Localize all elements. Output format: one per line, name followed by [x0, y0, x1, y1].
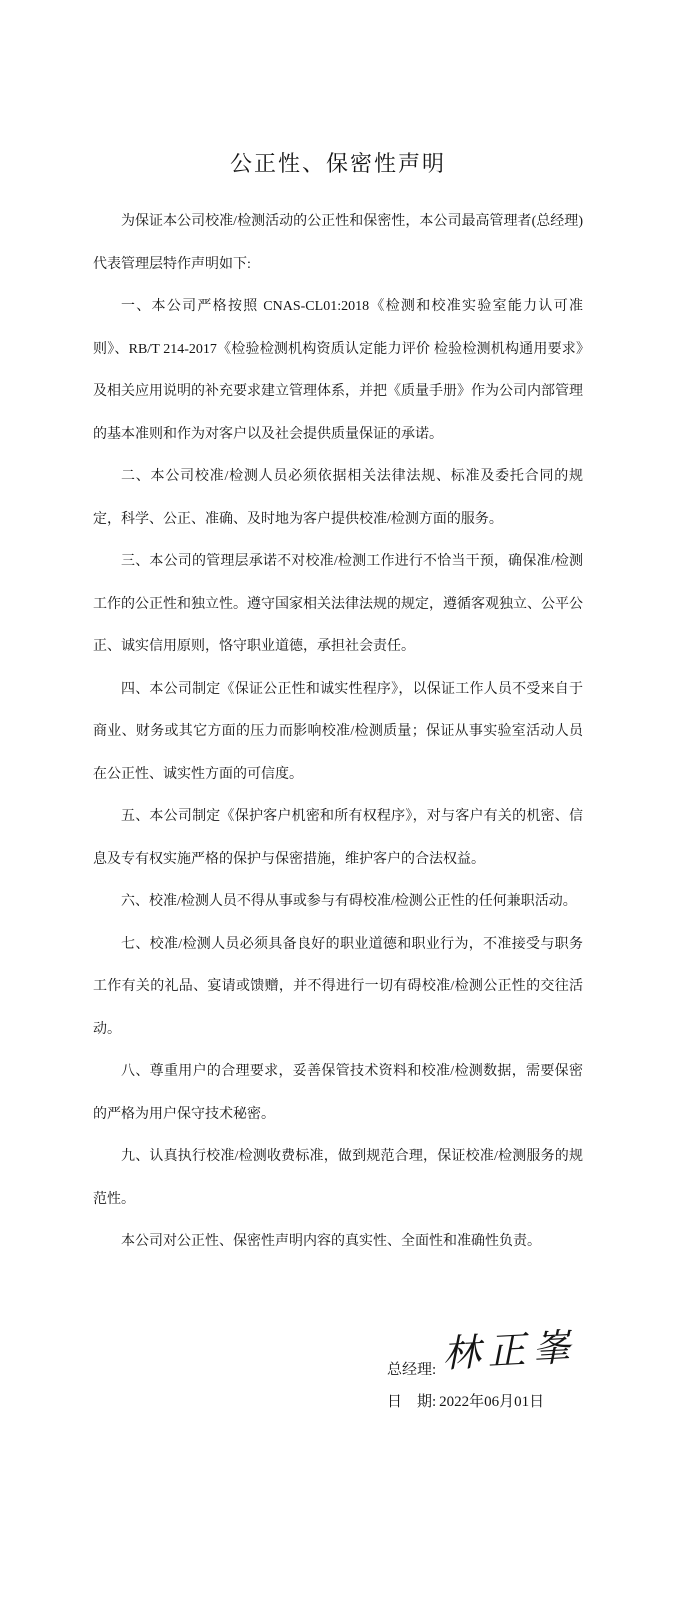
- clause-paragraph-5: 五、本公司制定《保护客户机密和所有权程序》，对与客户有关的机密、信息及专有权实施严格的保护与保密措施，维护客户的合法权益。: [93, 809, 583, 867]
- clause-paragraph-9: 九、认真执行校准/检测收费标准，做到规范合理，保证校准/检测服务的规范性。: [93, 1149, 583, 1207]
- date-value: 2022年06月01日: [439, 1393, 545, 1410]
- date-row: [387, 1391, 583, 1413]
- clause-paragraph-2: 二、本公司校准/检测人员必须依据相关法律法规、标准及委托合同的规定，科学、公正、准确、及时地为客户提供校准/检测方面的服务。: [93, 469, 583, 527]
- signer-title-label: 总经理:: [387, 1361, 437, 1378]
- document-title: 公正性、保密性声明: [229, 151, 446, 176]
- intro-paragraph: 为保证本公司校准/检测活动的公正性和保密性，本公司最高管理者(总经理)代表管理层特作声明如下:: [93, 214, 583, 272]
- clause-paragraph-3: 三、本公司的管理层承诺不对校准/检测工作进行不恰当干预，确保准/检测工作的公正性和独立性。遵守国家相关法律法规的规定，遵循客观独立、公平公正、诚实信用原则，恪守职业道德，承担社会责任。: [93, 554, 583, 654]
- date-label: 日 期:: [387, 1393, 437, 1410]
- signature-row: [387, 1326, 583, 1391]
- signature-handwriting: 林正峯: [441, 1326, 579, 1376]
- clause-paragraph-4: 四、本公司制定《保证公正性和诚实性程序》，以保证工作人员不受来自于商业、财务或其它方面的压力而影响校准/检测质量；保证从事实验室活动人员在公正性、诚实性方面的可信度。: [93, 681, 583, 782]
- clause-paragraph-8: 八、尊重用户的合理要求，妥善保管技术资料和校准/检测数据，需要保密的严格为用户保守技术秘密。: [93, 1064, 583, 1122]
- clause-paragraph-1: 一、本公司严格按照 CNAS-CL01:2018《检测和校准实验室能力认可准则》、RB/T 214-2017《检验检测机构资质认定能力评价 检验检测机构通用要求》及相关应用说明的补充要求建立管理体系，并把《质量手册》作为公司内部管理的基本准则和作为对客户以及社会提供质量保证的承诺。: [93, 299, 583, 442]
- closing-paragraph: 本公司对公正性、保密性声明内容的真实性、全面性和准确性负责。: [121, 1234, 541, 1249]
- clause-paragraph-6: 六、校准/检测人员不得从事或参与有碍校准/检测公正性的任何兼职活动。: [121, 894, 577, 909]
- clause-paragraph-7: 七、校准/检测人员必须具备良好的职业道德和职业行为，不准接受与职务工作有关的礼品、宴请或馈赠，并不得进行一切有碍校准/检测公正性的交往活动。: [93, 936, 583, 1037]
